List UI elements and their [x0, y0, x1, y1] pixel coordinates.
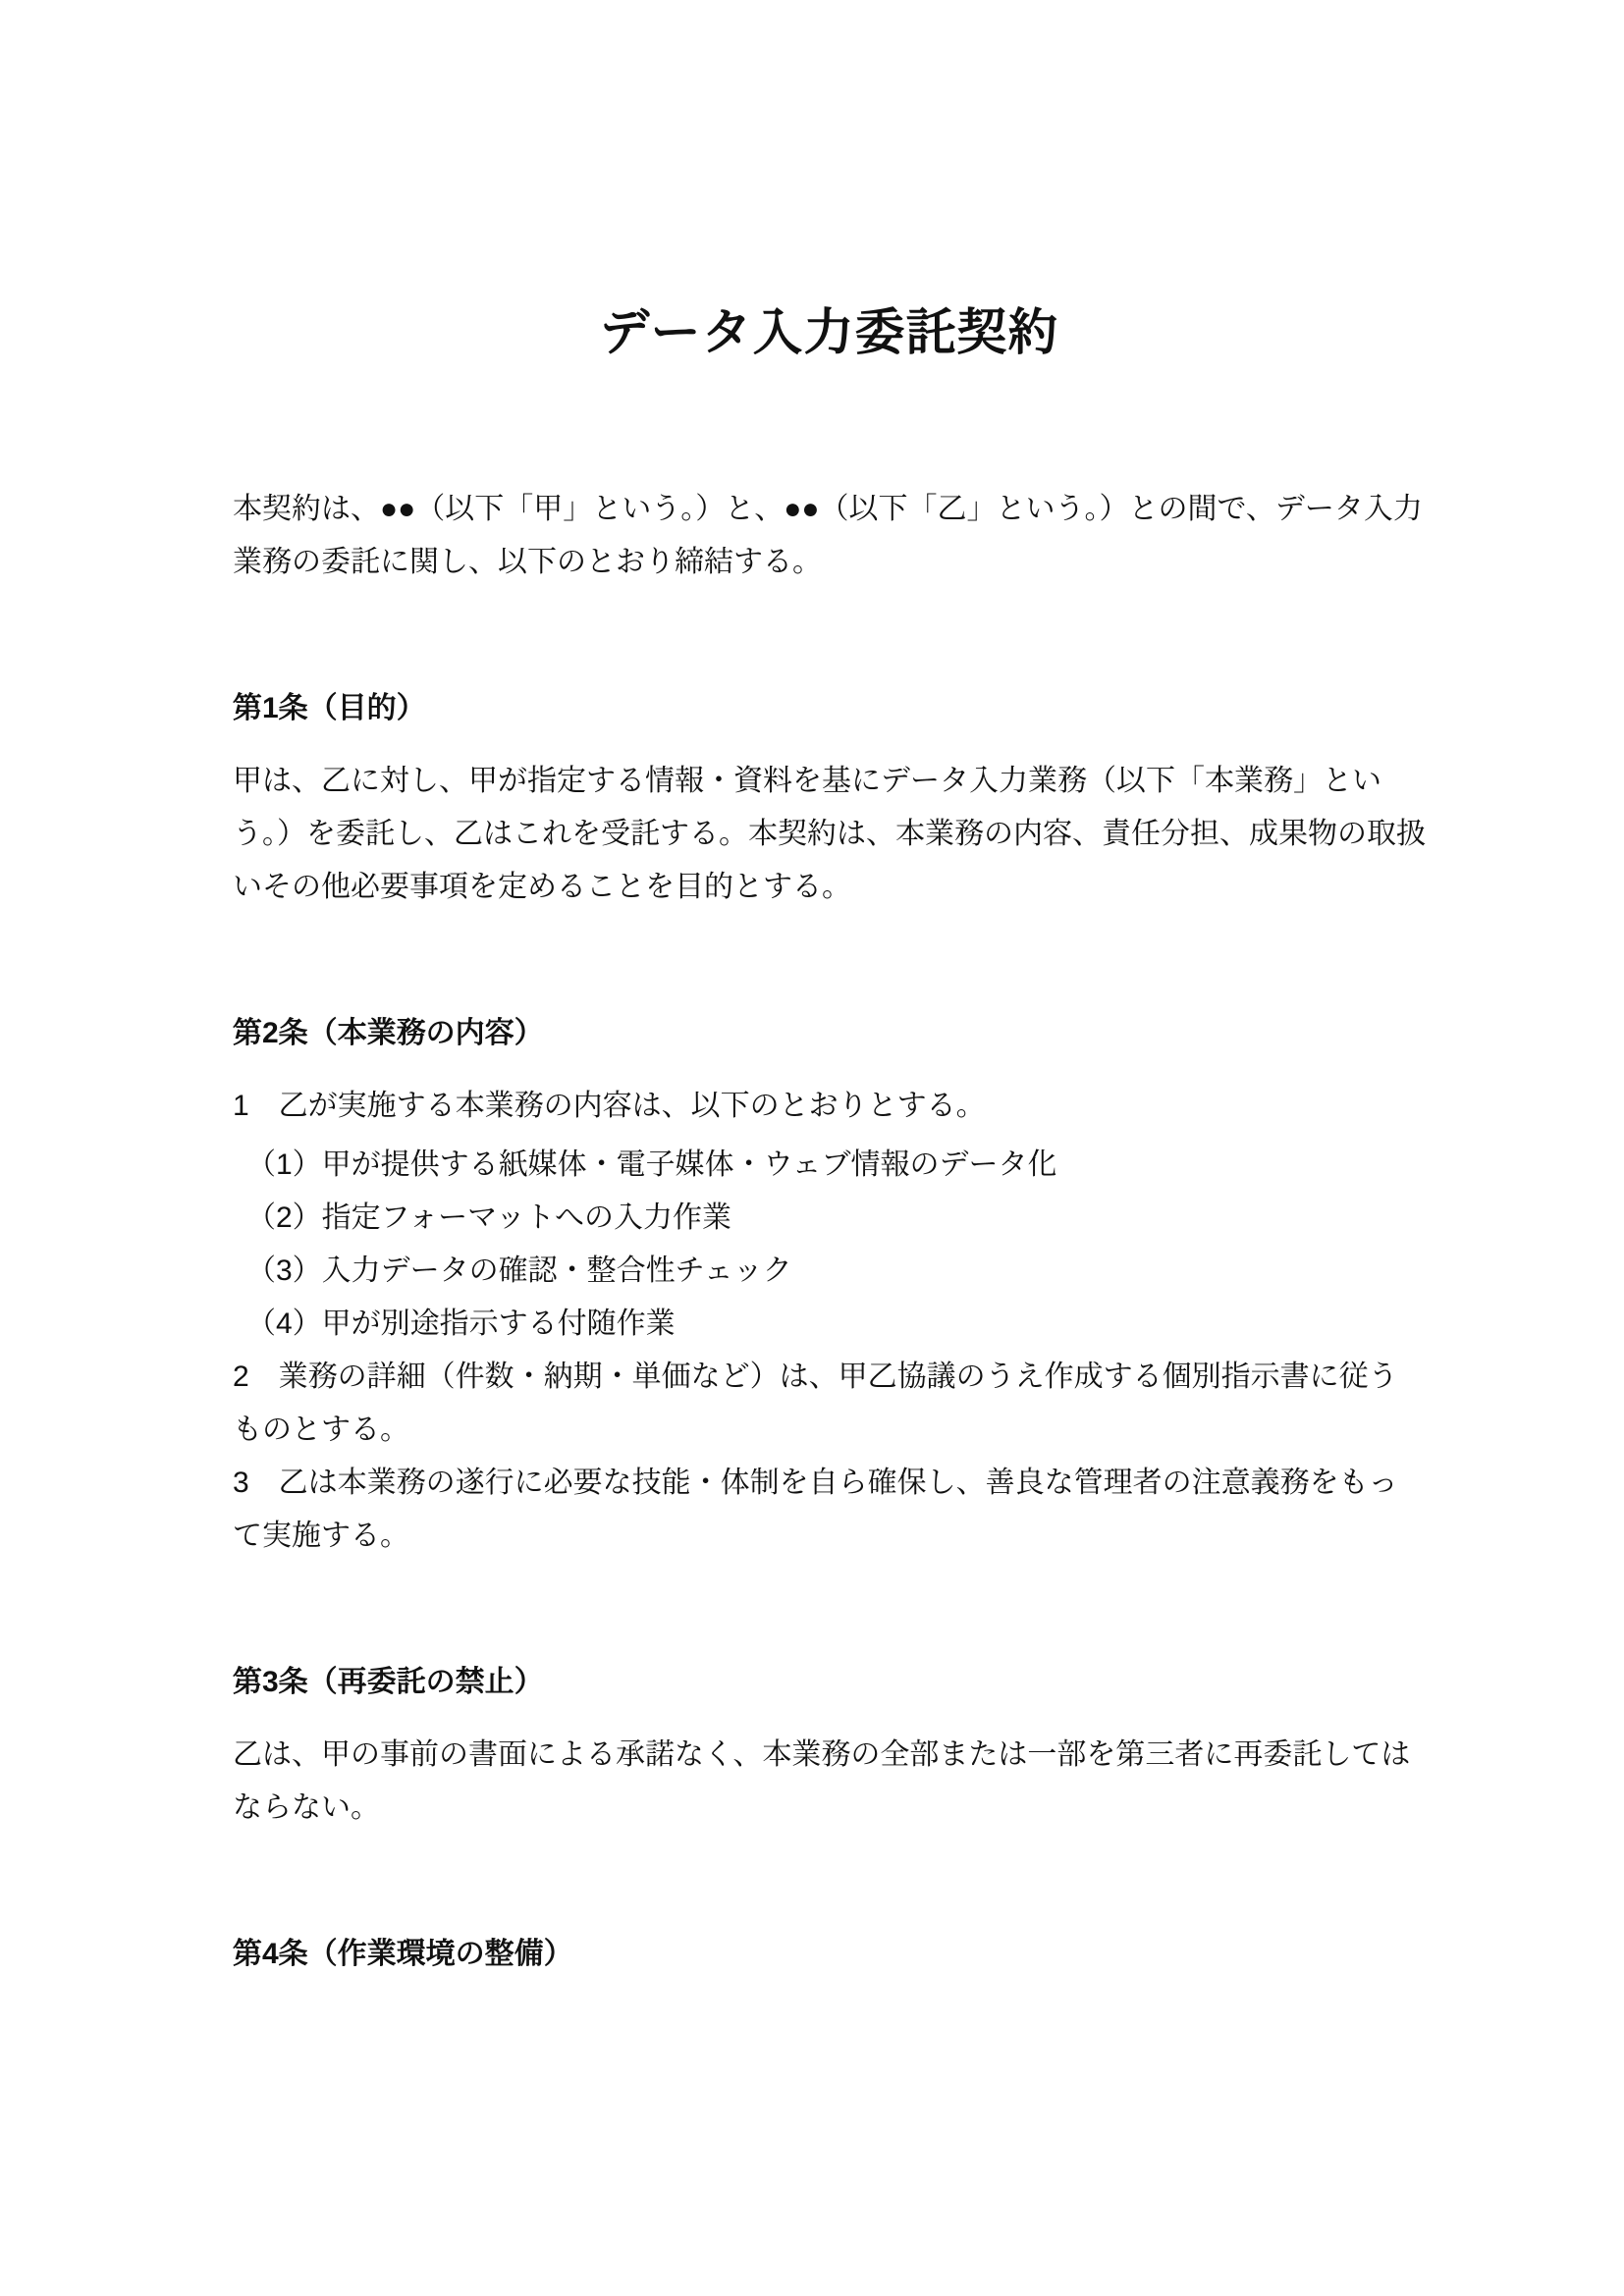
enumerated-item: （4）甲が別途指示する付随作業	[246, 1308, 676, 1340]
enumerated-item: （2）指定フォーマットへの入力作業	[246, 1201, 731, 1234]
intro-paragraph: 本契約は、●●（以下「甲」という。）と、●●（以下「乙」という。）との間で、データ入力業務の委託に関し、以下のとおり締結する。	[233, 493, 1423, 578]
article-paragraph: 乙は、甲の事前の書面による承諾なく、本業務の全部または一部を第三者に再委託してはならない。	[233, 1738, 1411, 1824]
enumerated-item: （3）入力データの確認・整合性チェック	[246, 1255, 792, 1287]
article-heading: 第1条（目的）	[233, 692, 426, 724]
numbered-clause: 2 業務の詳細（件数・納期・単価など）は、甲乙協議のうえ作成する個別指示書に従うものとする。	[233, 1361, 1398, 1446]
numbered-clause: 1 乙が実施する本業務の内容は、以下のとおりとする。	[233, 1090, 986, 1122]
article-heading: 第2条（本業務の内容）	[233, 1017, 544, 1049]
article-heading: 第3条（再委託の禁止）	[233, 1666, 544, 1698]
numbered-clause: 3 乙は本業務の遂行に必要な技能・体制を自ら確保し、善良な管理者の注意義務をもって実施する。	[233, 1467, 1398, 1552]
document-title: データ入力委託契約	[599, 304, 1059, 360]
enumerated-item: （1）甲が提供する紙媒体・電子媒体・ウェブ情報のデータ化	[246, 1148, 1057, 1181]
document-body	[233, 483, 1426, 1981]
article-paragraph: 甲は、乙に対し、甲が指定する情報・資料を基にデータ入力業務（以下「本業務」という。）を委託し、乙はこれを受託する。本契約は、本業務の内容、責任分担、成果物の取扱いその他必要事項を定めることを目的とする。	[233, 765, 1426, 903]
article-heading: 第4条（作業環境の整備）	[233, 1938, 573, 1970]
